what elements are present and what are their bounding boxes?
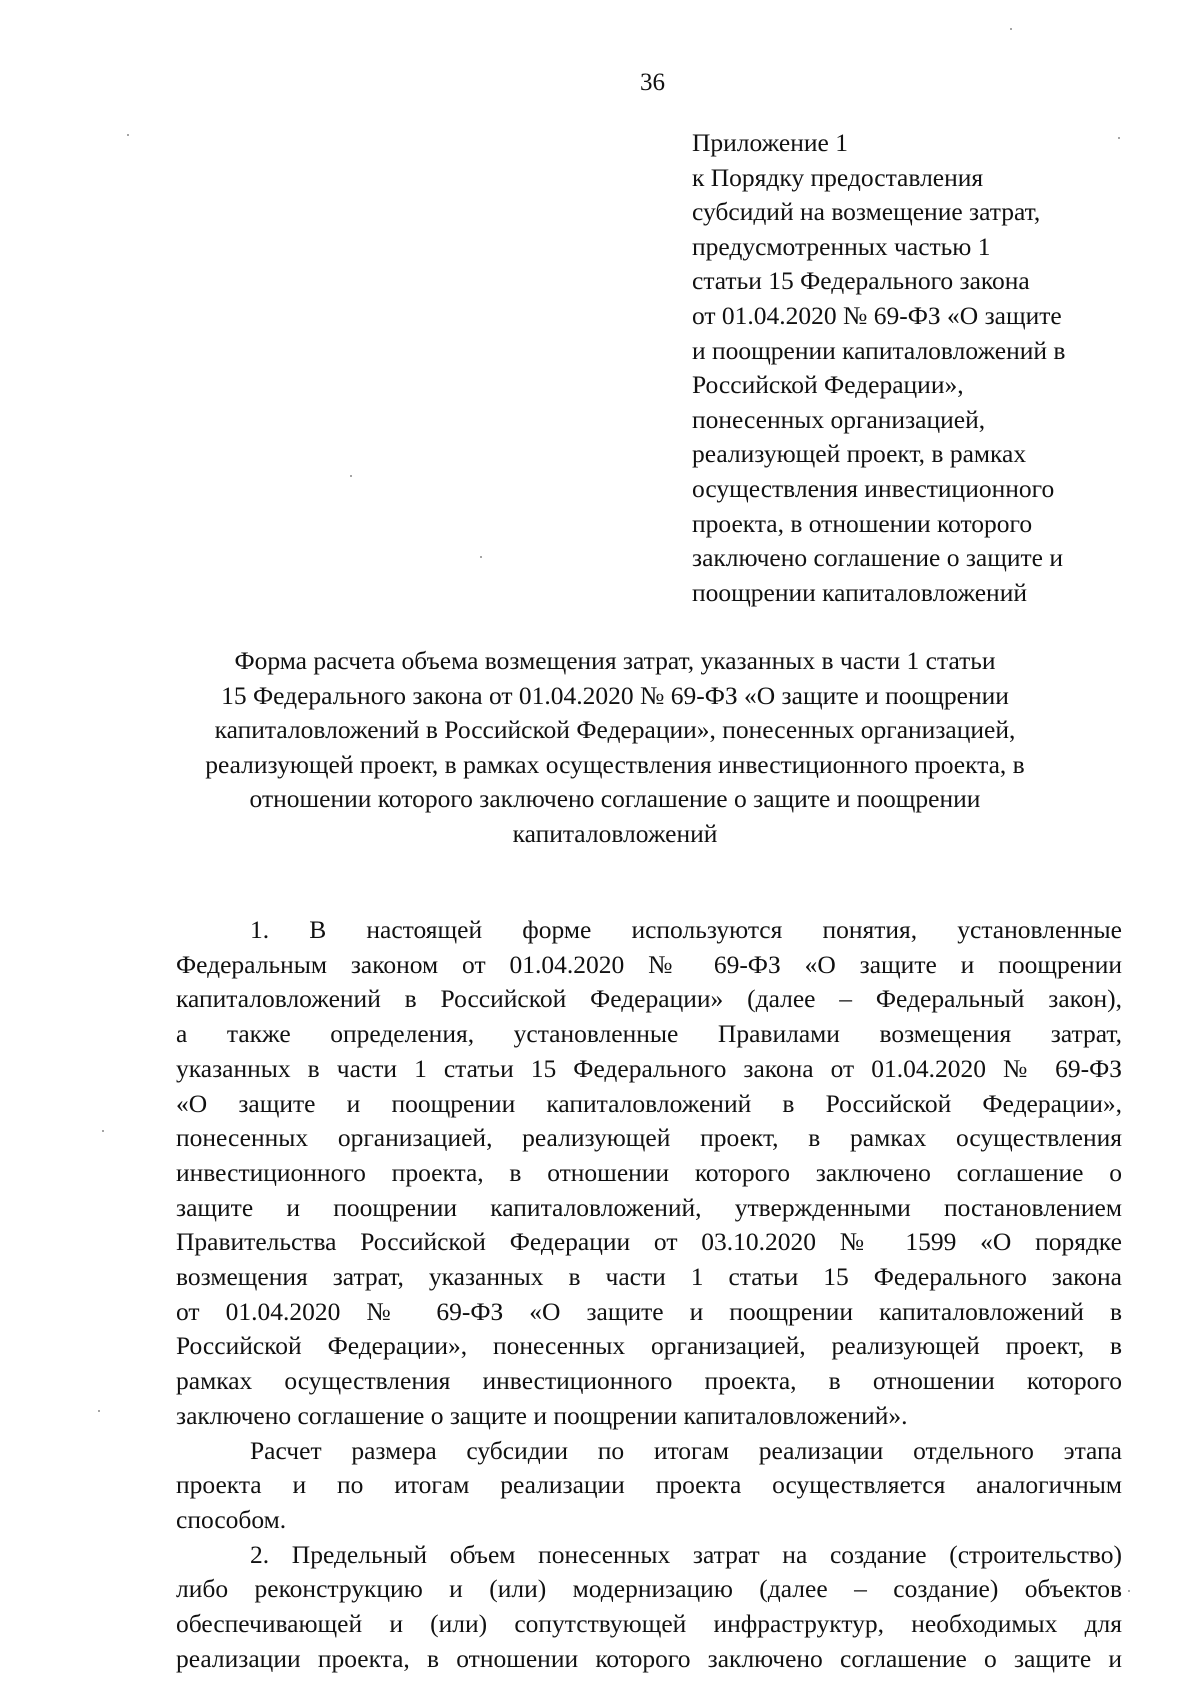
page-number: 36 bbox=[640, 69, 665, 96]
text-line: Российской Федерации», понесенных организацией, реализующей проект, в bbox=[176, 1331, 1122, 1361]
text-line: защите и поощрении капиталовложений, утвержденными постановлением bbox=[176, 1192, 1122, 1222]
text-line: способом. bbox=[176, 1504, 287, 1534]
form-title-line: отношении которого заключено соглашение о защите и поощрении bbox=[249, 784, 981, 814]
text-line: заключено соглашение о защите и поощрении капиталовложений». bbox=[176, 1400, 908, 1430]
text-line: капиталовложений в Российской Федерации» (далее – Федеральный закон), bbox=[176, 984, 1122, 1014]
scan-speck bbox=[102, 1130, 104, 1132]
scan-speck bbox=[127, 134, 129, 136]
text-line: проекта и по итогам реализации проекта осуществляется аналогичным bbox=[176, 1470, 1122, 1500]
text-line: «О защите и поощрении капиталовложений в Российской Федерации», bbox=[176, 1088, 1122, 1118]
text-line: либо реконструкцию и (или) модернизацию (далее – создание) объектов bbox=[176, 1574, 1122, 1604]
appendix-line: заключено соглашение о защите и bbox=[692, 543, 1063, 573]
appendix-line: предусмотренных частью 1 bbox=[692, 231, 991, 261]
appendix-line: субсидий на возмещение затрат, bbox=[692, 197, 1041, 227]
paragraph-1 bbox=[176, 913, 1122, 1434]
paragraph-2 bbox=[176, 1434, 1122, 1538]
text-line: 1. В настоящей форме используются понятия, установленные bbox=[250, 915, 1122, 944]
text-line: 2. Предельный объем понесенных затрат на создание (строительство) bbox=[250, 1539, 1122, 1569]
text-line: реализации проекта, в отношении которого заключено соглашение о защите и bbox=[176, 1643, 1122, 1673]
text-line: обеспечивающей и (или) сопутствующей инфраструктур, необходимых для bbox=[176, 1609, 1122, 1639]
scan-speck bbox=[350, 475, 352, 477]
appendix-line: реализующей проект, в рамках bbox=[692, 439, 1027, 469]
appendix-header bbox=[692, 126, 1132, 610]
scan-speck bbox=[480, 556, 482, 558]
text-line: Правительства Российской Федерации от 03.10.2020 № 1599 «О порядке bbox=[176, 1227, 1122, 1257]
appendix-line: проекта, в отношении которого bbox=[692, 508, 1033, 538]
text-line: возмещения затрат, указанных в части 1 статьи 15 Федерального закона bbox=[176, 1262, 1122, 1292]
appendix-line: Приложение 1 bbox=[692, 128, 848, 157]
appendix-line: от 01.04.2020 № 69-ФЗ «О защите bbox=[692, 300, 1062, 330]
form-title-line: капиталовложений bbox=[512, 818, 718, 848]
appendix-line: статьи 15 Федерального закона bbox=[692, 266, 1030, 296]
appendix-line: Российской Федерации», bbox=[692, 370, 964, 400]
appendix-line: осуществления инвестиционного bbox=[692, 473, 1055, 503]
appendix-line: и поощрении капиталовложений в bbox=[692, 335, 1066, 365]
body-text bbox=[176, 913, 1122, 1676]
text-line: а также определения, установленные Правилами возмещения затрат, bbox=[176, 1019, 1122, 1049]
form-title-line: капиталовложений в Российской Федерации», понесенных организацией, bbox=[214, 715, 1016, 745]
text-line: от 01.04.2020 № 69-ФЗ «О защите и поощрении капиталовложений в bbox=[176, 1296, 1122, 1326]
text-line: Расчет размера субсидии по итогам реализации отдельного этапа bbox=[250, 1435, 1122, 1465]
scan-speck bbox=[1118, 137, 1120, 139]
text-line: инвестиционного проекта, в отношении которого заключено соглашение о bbox=[176, 1157, 1122, 1187]
text-line: Федеральным законом от 01.04.2020 № 69-ФЗ «О защите и поощрении bbox=[176, 949, 1122, 979]
form-title-line: Форма расчета объема возмещения затрат, указанных в части 1 статьи bbox=[234, 646, 996, 675]
appendix-line: понесенных организацией, bbox=[692, 404, 986, 434]
text-line: указанных в части 1 статьи 15 Федерального закона от 01.04.2020 № 69-ФЗ bbox=[176, 1053, 1122, 1083]
form-title-line: реализующей проект, в рамках осуществления инвестиционного проекта, в bbox=[205, 749, 1025, 779]
scan-speck bbox=[1128, 1590, 1130, 1592]
appendix-line: к Порядку предоставления bbox=[692, 162, 984, 192]
appendix-line: поощрении капиталовложений bbox=[692, 577, 1027, 607]
paragraph-3 bbox=[176, 1538, 1122, 1677]
form-title bbox=[150, 644, 1080, 852]
text-line: понесенных организацией, реализующей проект, в рамках осуществления bbox=[176, 1123, 1122, 1153]
scan-speck bbox=[1010, 28, 1012, 30]
text-line: рамках осуществления инвестиционного проекта, в отношении которого bbox=[176, 1366, 1122, 1396]
form-title-line: 15 Федерального закона от 01.04.2020 № 69-ФЗ «О защите и поощрении bbox=[221, 680, 1009, 710]
scan-speck bbox=[98, 1410, 100, 1412]
